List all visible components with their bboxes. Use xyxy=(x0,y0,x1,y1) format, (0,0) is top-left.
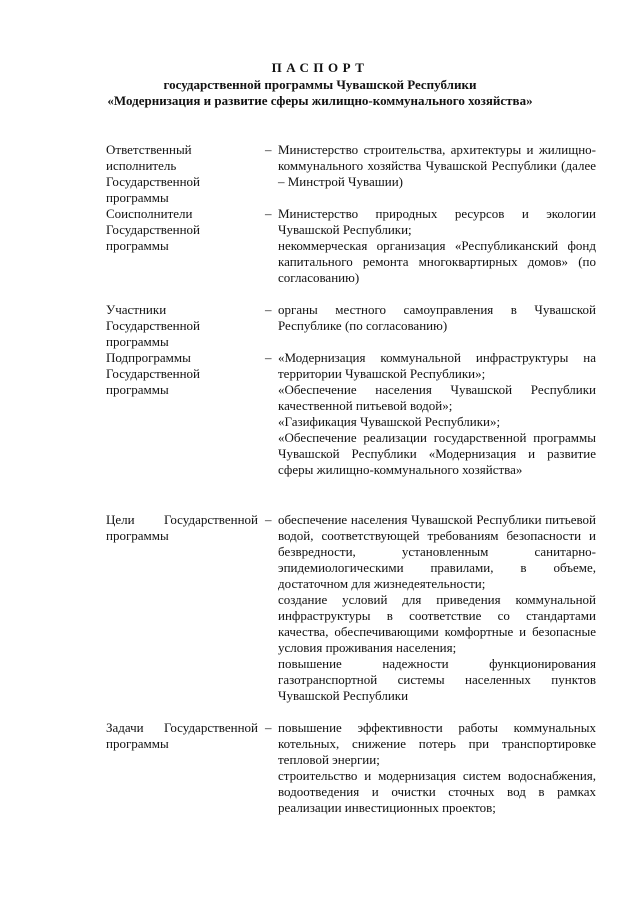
row-dash: – xyxy=(265,350,272,365)
row-dash: – xyxy=(265,512,272,527)
row-label: Участники Государственной программы xyxy=(106,302,201,349)
row-value xyxy=(278,302,596,334)
program-name: «Модернизация и развитие сферы жилищно-коммунального хозяйства» xyxy=(107,93,533,108)
row-label: Ответственный исполнитель Государственной программы xyxy=(106,142,201,205)
row-dash: – xyxy=(265,720,272,735)
row-value xyxy=(278,142,596,190)
row-value-item: Министерство природных ресурсов и экологии Чувашской Республики; xyxy=(278,206,596,237)
row-value xyxy=(278,350,596,478)
row-value-item: некоммерческая организация «Республиканский фонд капитального ремонта многоквартирных домов» (по согласованию) xyxy=(278,238,596,285)
row-value-item: «Обеспечение населения Чувашской Республики качественной питьевой водой»; xyxy=(278,382,596,413)
row-value-item: «Модернизация коммунальной инфраструктуры на территории Чувашской Республики»; xyxy=(278,350,596,381)
row-dash: – xyxy=(265,302,272,317)
row-label: Соисполнители Государственной программы xyxy=(106,206,201,253)
row-value-item: Министерство строительства, архитектуры и жилищно-коммунального хозяйства Чувашской Республики (далее – Минстрой Чувашии) xyxy=(278,142,596,189)
row-value xyxy=(278,720,596,816)
row-value-item: «Газификация Чувашской Республики»; xyxy=(278,414,501,429)
row-value-item: «Обеспечение реализации государственной программы Чувашской Республики «Модернизация и развитие сферы жилищно-коммунального хозяйства» xyxy=(278,430,596,477)
row-value-item: обеспечение населения Чувашской Республики питьевой водой, соответствующей требованиям безопасности и безвредности, установленным санитарно-эпидемиологическими правилами, в объеме, достаточном для жизнедеятельности; xyxy=(278,512,596,591)
row-value xyxy=(278,206,596,286)
document-title: ПАСПОРТ xyxy=(271,60,369,75)
row-label: Подпрограммы Государственной программы xyxy=(106,350,201,397)
row-value-item: органы местного самоуправления в Чувашской Республике (по согласованию) xyxy=(278,302,596,333)
row-value-item: повышение эффективности работы коммунальных котельных, снижение потерь при транспортировке тепловой энергии; xyxy=(278,720,596,767)
row-dash: – xyxy=(265,206,272,221)
row-value-item: строительство и модернизация систем водоснабжения, водоотведения и очистки сточных вод в рамках реализации инвестиционных проектов; xyxy=(278,768,596,815)
row-label: Задачи Государственной программы xyxy=(106,720,258,751)
row-value xyxy=(278,512,596,704)
row-value-item: повышение надежности функционирования газотранспортной системы населенных пунктов Чувашской Республики xyxy=(278,656,596,703)
document-subtitle: государственной программы Чувашской Республики xyxy=(163,77,477,92)
row-value-item: создание условий для приведения коммунальной инфраструктуры в соответствие со стандартами качества, обеспечивающими комфортные и безопасные условия проживания населения; xyxy=(278,592,596,655)
row-label: Цели Государственной программы xyxy=(106,512,258,543)
row-dash: – xyxy=(265,142,272,157)
